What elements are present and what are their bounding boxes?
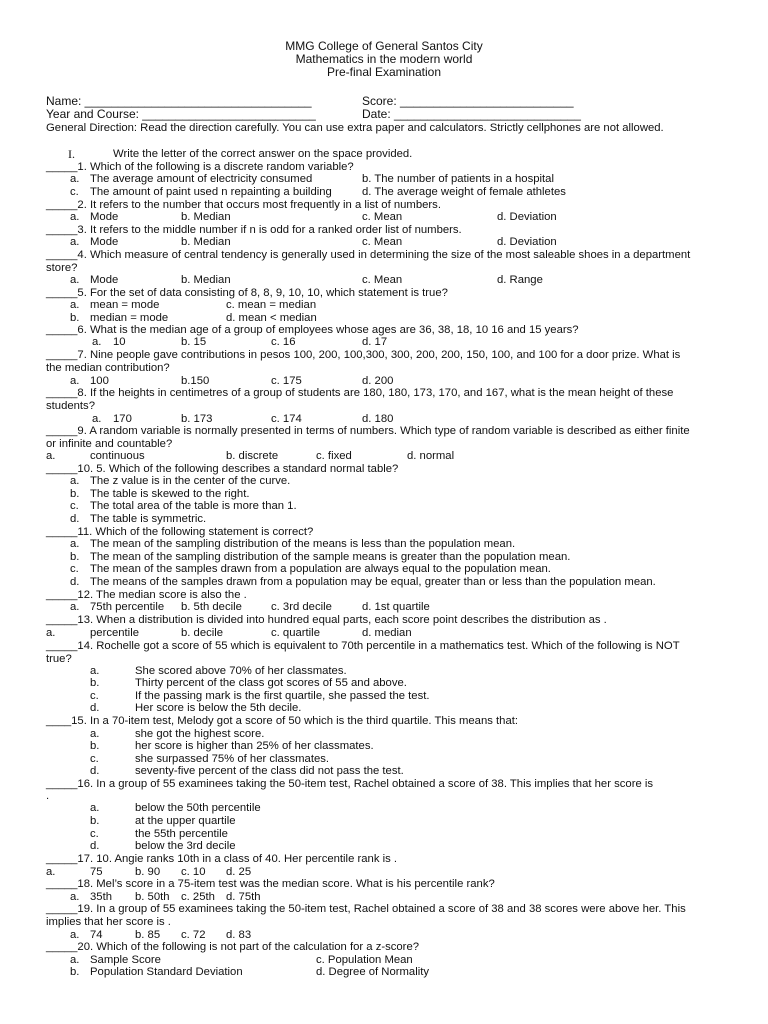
q4-option-b: b. Median bbox=[181, 274, 231, 286]
question-6: _____6. What is the median age of a group of employees whose ages are 36, 38, 18, 10 16 and 15 years? bbox=[46, 324, 579, 336]
q5-option-a: mean = mode bbox=[90, 299, 160, 311]
option-letter: d. bbox=[70, 576, 80, 588]
option-letter: a. bbox=[70, 929, 80, 941]
option-letter: c. bbox=[90, 753, 99, 765]
option-letter: a. bbox=[70, 299, 80, 311]
q10-option-b: The table is skewed to the right. bbox=[90, 488, 250, 500]
q14-option-a: She scored above 70% of her classmates. bbox=[135, 665, 347, 677]
q10-option-row-a bbox=[0, 475, 768, 488]
q10-option-c: The total area of the table is more than 1. bbox=[90, 500, 297, 512]
option-letter: b. bbox=[70, 312, 80, 324]
q20-option-c: c. Population Mean bbox=[316, 954, 413, 966]
option-letter: a. bbox=[70, 375, 80, 387]
option-letter: a. bbox=[70, 538, 80, 550]
question-17: _____17. 10. Angie ranks 10th in a class of 40. Her percentile rank is . bbox=[46, 853, 398, 865]
q14-option-row-b bbox=[0, 677, 768, 690]
q12-option-b: b. 5th decile bbox=[181, 601, 242, 613]
q10-option-row-c bbox=[0, 500, 768, 513]
q4-option-d: d. Range bbox=[497, 274, 543, 286]
q15-option-row-d bbox=[0, 765, 768, 778]
q6-option-b: b. 15 bbox=[181, 336, 207, 348]
option-letter: a. bbox=[90, 728, 100, 740]
q11-option-a: The mean of the sampling distribution of the means is less than the population mean. bbox=[90, 538, 516, 550]
question-7: _____7. Nine people gave contributions in pesos 100, 200, 100,300, 300, 200, 200, 150, 100, and 100 for a door prize. What is the median contribution? bbox=[46, 349, 681, 374]
q19-option-d: d. 83 bbox=[226, 929, 252, 941]
q2-option-a: Mode bbox=[90, 211, 119, 223]
q4-option-c: c. Mean bbox=[362, 274, 403, 286]
option-letter: a. bbox=[90, 665, 100, 677]
q14-option-c: If the passing mark is the first quartile, she passed the test. bbox=[135, 690, 430, 702]
q15-option-b: her score is higher than 25% of her classmates. bbox=[135, 740, 374, 752]
option-letter: a. bbox=[46, 866, 56, 878]
q20-option-d: d. Degree of Normality bbox=[316, 966, 430, 978]
subject-title: Mathematics in the modern world bbox=[295, 52, 473, 66]
q9-option-d: d. normal bbox=[407, 450, 455, 462]
q12-option-a: 75th percentile bbox=[90, 601, 165, 613]
q20-option-b: Population Standard Deviation bbox=[90, 966, 243, 978]
q11-option-b: The mean of the sampling distribution of the sample means is greater than the population mean. bbox=[90, 551, 571, 563]
year-course-field: Year and Course: __________________________ bbox=[46, 107, 316, 121]
q9-options bbox=[0, 450, 768, 463]
part-instruction: Write the letter of the correct answer on the space provided. bbox=[113, 148, 413, 160]
option-letter: d. bbox=[90, 840, 100, 852]
question-3: _____3. It refers to the middle number if n is odd for a ranked order list of numbers. bbox=[46, 224, 462, 236]
question-11: _____11. Which of the following statement is correct? bbox=[46, 526, 314, 538]
q6-options bbox=[0, 336, 768, 349]
option-letter: b. bbox=[90, 815, 100, 827]
q16-option-c: the 55th percentile bbox=[135, 828, 228, 840]
q14-option-b: Thirty percent of the class got scores of 55 and above. bbox=[135, 677, 407, 689]
option-letter: a. bbox=[70, 173, 80, 185]
score-field: Score: __________________________ bbox=[362, 94, 574, 108]
q16-option-b: at the upper quartile bbox=[135, 815, 236, 827]
q12-options bbox=[0, 601, 768, 614]
q17-option-b: b. 90 bbox=[135, 866, 161, 878]
q16-option-row-a bbox=[0, 802, 768, 815]
option-letter: a. bbox=[92, 336, 102, 348]
q1-options-row-2 bbox=[0, 186, 768, 199]
q11-option-row-a bbox=[0, 538, 768, 551]
q3-option-d: d. Deviation bbox=[497, 236, 557, 248]
q16-option-d: below the 3rd decile bbox=[135, 840, 236, 852]
option-letter: b. bbox=[70, 551, 80, 563]
name-field: Name: __________________________________ bbox=[46, 94, 312, 108]
q13-option-b: b. decile bbox=[181, 627, 224, 639]
option-letter: a. bbox=[70, 954, 80, 966]
option-letter: b. bbox=[70, 488, 80, 500]
q2-option-c: c. Mean bbox=[362, 211, 403, 223]
q17-option-c: c. 10 bbox=[181, 866, 206, 878]
q6-option-c: c. 16 bbox=[271, 336, 296, 348]
q16-option-row-b bbox=[0, 815, 768, 828]
q18-option-c: c. 25th bbox=[181, 891, 215, 903]
question-16-continuation: . bbox=[46, 790, 50, 802]
q11-option-row-c bbox=[0, 563, 768, 576]
exam-title: Pre-final Examination bbox=[326, 65, 442, 79]
q7-option-b: b.150 bbox=[181, 375, 210, 387]
q9-option-c: c. fixed bbox=[316, 450, 352, 462]
q5-option-b: median = mode bbox=[90, 312, 169, 324]
q20-option-a: Sample Score bbox=[90, 954, 161, 966]
part-numeral: I. bbox=[68, 147, 75, 161]
option-letter: a. bbox=[92, 413, 102, 425]
question-18: _____18. Mel’s score in a 75-item test was the median score. What is his percentile rank? bbox=[46, 878, 495, 890]
question-13: _____13. When a distribution is divided into hundred equal parts, each score point describes the distribution as . bbox=[46, 614, 607, 626]
q10-option-a: The z value is in the center of the curve. bbox=[90, 475, 291, 487]
q1-option-d: d. The average weight of female athletes bbox=[362, 186, 566, 198]
q9-option-b: b. discrete bbox=[226, 450, 279, 462]
q5-option-c: c. mean = median bbox=[226, 299, 317, 311]
q1-options-row-1 bbox=[0, 173, 768, 186]
q4-option-a: Mode bbox=[90, 274, 119, 286]
q12-option-d: d. 1st quartile bbox=[362, 601, 430, 613]
q19-option-c: c. 72 bbox=[181, 929, 206, 941]
q6-option-a: 10 bbox=[113, 336, 126, 348]
option-letter: a. bbox=[70, 274, 80, 286]
q18-option-d: d. 75th bbox=[226, 891, 261, 903]
q7-option-d: d. 200 bbox=[362, 375, 394, 387]
q3-options bbox=[0, 236, 768, 249]
option-letter: a. bbox=[46, 450, 56, 462]
q2-option-b: b. Median bbox=[181, 211, 231, 223]
q14-option-d: Her score is below the 5th decile. bbox=[135, 702, 302, 714]
q15-option-row-b bbox=[0, 740, 768, 753]
q1-option-a: The average amount of electricity consumed bbox=[90, 173, 313, 185]
option-letter: d. bbox=[90, 765, 100, 777]
q5-options-row-1 bbox=[0, 299, 768, 312]
option-letter: a. bbox=[70, 211, 80, 223]
option-letter: c. bbox=[90, 828, 99, 840]
option-letter: a. bbox=[70, 601, 80, 613]
question-10: _____10. 5. Which of the following describes a standard normal table? bbox=[46, 463, 399, 475]
q17-option-d: d. 25 bbox=[226, 866, 252, 878]
q7-option-a: 100 bbox=[90, 375, 109, 387]
option-letter: a. bbox=[70, 475, 80, 487]
option-letter: a. bbox=[70, 236, 80, 248]
option-letter: a. bbox=[90, 802, 100, 814]
option-letter: d. bbox=[70, 513, 80, 525]
q8-option-c: c. 174 bbox=[271, 413, 302, 425]
q11-option-c: The mean of the samples drawn from a population are always equal to the population mean. bbox=[90, 563, 551, 575]
q18-option-b: b. 50th bbox=[135, 891, 170, 903]
option-letter: b. bbox=[90, 677, 100, 689]
q7-option-c: c. 175 bbox=[271, 375, 302, 387]
q14-option-row-d bbox=[0, 702, 768, 715]
q19-option-a: 74 bbox=[90, 929, 103, 941]
option-letter: a. bbox=[70, 891, 80, 903]
question-16: _____16. In a group of 55 examinees taking the 50-item test, Rachel obtained a score of 38. This implies that her score is bbox=[46, 778, 654, 790]
option-letter: c. bbox=[90, 690, 99, 702]
question-2: _____2. It refers to the number that occurs most frequently in a list of numbers. bbox=[46, 199, 441, 211]
general-direction: General Direction: Read the direction carefully. You can use extra paper and calculators. Strictly cellphones are not allowed. bbox=[46, 122, 664, 134]
q13-option-c: c. quartile bbox=[271, 627, 320, 639]
q11-option-d: The means of the samples drawn from a population may be equal, greater than or less than the population mean. bbox=[90, 576, 656, 588]
question-12: _____12. The median score is also the . bbox=[46, 589, 247, 601]
q17-option-a: 75 bbox=[90, 866, 103, 878]
q8-option-a: 170 bbox=[113, 413, 132, 425]
q15-option-d: seventy-five percent of the class did not pass the test. bbox=[135, 765, 404, 777]
q3-option-c: c. Mean bbox=[362, 236, 403, 248]
q13-option-d: d. median bbox=[362, 627, 412, 639]
q19-option-b: b. 85 bbox=[135, 929, 161, 941]
q11-option-row-d bbox=[0, 576, 768, 589]
q8-option-b: b. 173 bbox=[181, 413, 213, 425]
q10-option-row-d bbox=[0, 513, 768, 526]
q9-option-a: continuous bbox=[90, 450, 145, 462]
question-5: _____5. For the set of data consisting of 8, 8, 9, 10, 10, which statement is true? bbox=[46, 287, 448, 299]
q13-options bbox=[0, 627, 768, 640]
question-4: _____4. Which measure of central tendency is generally used in determining the size of the most saleable shoes in a department store? bbox=[46, 249, 691, 274]
q3-option-b: b. Median bbox=[181, 236, 231, 248]
option-letter: c. bbox=[70, 186, 79, 198]
q4-options bbox=[0, 274, 768, 287]
q15-option-c: she surpassed 75% of her classmates. bbox=[135, 753, 330, 765]
option-letter: c. bbox=[70, 563, 79, 575]
q15-option-a: she got the highest score. bbox=[135, 728, 265, 740]
q10-option-d: The table is symmetric. bbox=[90, 513, 207, 525]
q5-option-d: d. mean < median bbox=[226, 312, 317, 324]
q18-option-a: 35th bbox=[90, 891, 112, 903]
question-8: _____8. If the heights in centimetres of a group of students are 180, 180, 173, 170, and 167, what is the mean height of these students? bbox=[46, 387, 674, 412]
option-letter: c. bbox=[70, 500, 79, 512]
question-1: _____1. Which of the following is a discrete random variable? bbox=[46, 161, 354, 173]
question-14: _____14. Rochelle got a score of 55 which is equivalent to 70th percentile in a mathematics test. Which of the following is NOT true? bbox=[46, 640, 680, 665]
q13-option-a: percentile bbox=[90, 627, 139, 639]
option-letter: a. bbox=[46, 627, 56, 639]
q1-option-c: The amount of paint used n repainting a building bbox=[90, 186, 332, 198]
question-15: ____15. In a 70-item test, Melody got a score of 50 which is the third quartile. This means that: bbox=[46, 715, 519, 727]
school-name: MMG College of General Santos City bbox=[285, 39, 483, 53]
option-letter: d. bbox=[90, 702, 100, 714]
q16-option-row-d bbox=[0, 840, 768, 853]
q8-option-d: d. 180 bbox=[362, 413, 394, 425]
q2-options bbox=[0, 211, 768, 224]
q16-option-a: below the 50th percentile bbox=[135, 802, 261, 814]
question-20: _____20. Which of the following is not part of the calculation for a z-score? bbox=[46, 941, 420, 953]
q3-option-a: Mode bbox=[90, 236, 119, 248]
q2-option-d: d. Deviation bbox=[497, 211, 557, 223]
q12-option-c: c. 3rd decile bbox=[271, 601, 332, 613]
option-letter: b. bbox=[70, 966, 80, 978]
option-letter: b. bbox=[90, 740, 100, 752]
date-field: Date: ____________________________ bbox=[362, 107, 581, 121]
q1-option-b: b. The number of patients in a hospital bbox=[362, 173, 554, 185]
question-9: _____9. A random variable is normally presented in terms of numbers. Which type of random variable is described as either finite or infinite and countable? bbox=[46, 425, 690, 450]
question-19: _____19. In a group of 55 examinees taking the 50-item test, Rachel obtained a score of 38 and 38 scores were above her. This implies that her score is . bbox=[46, 903, 686, 928]
q20-options-row-2 bbox=[0, 966, 768, 979]
q6-option-d: d. 17 bbox=[362, 336, 388, 348]
